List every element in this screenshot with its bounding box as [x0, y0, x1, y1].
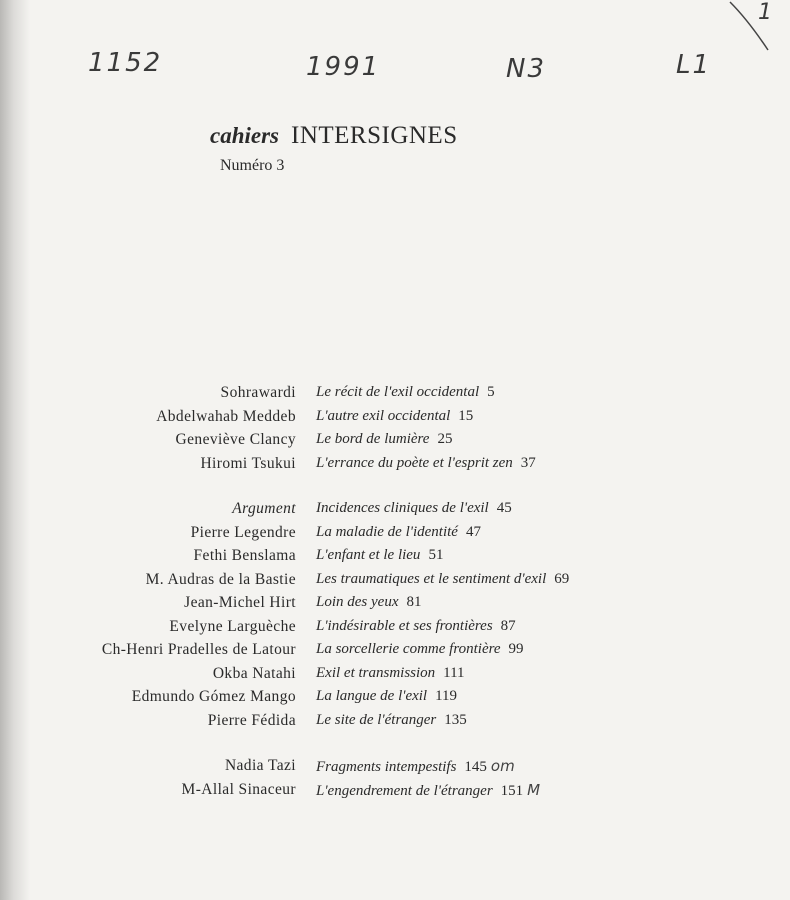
table-of-contents: [0, 384, 790, 804]
toc-author: M-Allal Sinaceur: [181, 780, 296, 798]
toc-title: Incidences cliniques de l'exil 45: [316, 500, 512, 516]
toc-entry: [0, 757, 790, 781]
toc-entry: [0, 688, 790, 712]
toc-entry: [0, 524, 790, 548]
toc-author: Jean-Michel Hirt: [184, 594, 296, 611]
toc-author: Ch-Henri Pradelles de Latour: [101, 641, 296, 658]
toc-author: Abdelwahab Meddeb: [156, 407, 296, 425]
toc-title: L'enfant et le lieu 51: [316, 547, 444, 563]
toc-page: 119: [435, 688, 458, 704]
toc-entry: [0, 665, 790, 689]
toc-title: La sorcellerie comme frontière 99: [316, 641, 524, 657]
handwritten-annotation: om: [490, 757, 515, 775]
toc-page: 51: [428, 547, 444, 563]
toc-title: Les traumatiques et le sentiment d'exil 69: [316, 570, 570, 587]
toc-page: 151: [500, 782, 524, 799]
toc-title: Exil et transmission 111: [316, 664, 465, 681]
toc-author: Fethi Benslama: [193, 547, 296, 564]
toc-title: Le bord de lumière 25: [316, 431, 453, 447]
toc-author: Edmundo Gómez Mango: [131, 688, 296, 705]
toc-title: L'autre exil occidental 15: [316, 407, 474, 424]
toc-page: 45: [496, 500, 512, 516]
handwritten-annotation: M: [527, 780, 541, 799]
toc-page: 25: [437, 431, 453, 447]
issue-number: Numéro 3: [220, 157, 285, 174]
toc-page: 69: [554, 570, 570, 587]
toc-page: 5: [487, 384, 495, 400]
toc-entry: [0, 455, 790, 479]
corner-pencil-stroke: [728, 0, 790, 60]
toc-page: 111: [443, 664, 465, 681]
toc-author: Geneviève Clancy: [175, 431, 296, 448]
toc-page: 47: [465, 523, 481, 540]
toc-page: 37: [520, 454, 536, 471]
toc-page: 145: [464, 759, 487, 775]
toc-page: 99: [508, 641, 524, 657]
toc-title: Loin des yeux 81: [316, 594, 422, 610]
toc-author: Pierre Legendre: [190, 523, 296, 541]
toc-author: Pierre Fédida: [207, 711, 296, 729]
toc-entry: [0, 641, 790, 665]
toc-author: Evelyne Larguèche: [169, 617, 296, 635]
toc-author: M. Audras de la Bastie: [145, 570, 296, 588]
toc-author: Okba Natahi: [212, 664, 296, 682]
toc-title: Fragments intempestifs 145 om: [316, 757, 515, 775]
handwritten-code-1: 1152: [88, 48, 163, 78]
handwritten-code-4: L1: [676, 50, 712, 80]
toc-author: Argument: [232, 500, 296, 517]
toc-entry: [0, 712, 790, 736]
toc-title: L'indésirable et ses frontières 87: [316, 617, 516, 634]
toc-author: Sohrawardi: [220, 384, 296, 401]
toc-title: L'errance du poète et l'esprit zen 37: [316, 454, 536, 471]
toc-entry: [0, 547, 790, 571]
toc-page: 81: [406, 594, 422, 610]
toc-author: Nadia Tazi: [224, 757, 296, 774]
handwritten-code-2: 1991: [306, 52, 381, 82]
toc-entry: [0, 571, 790, 595]
toc-title: Le site de l'étranger 135: [316, 711, 467, 728]
toc-page: 15: [458, 407, 474, 424]
handwritten-code-3: N3: [506, 54, 546, 84]
toc-entry: [0, 781, 790, 805]
toc-title: Le récit de l'exil occidental 5: [316, 384, 495, 400]
handwritten-corner-mark: 1: [758, 0, 774, 25]
toc-title: L'engendrement de l'étranger 151 M: [316, 780, 541, 799]
toc-entry: [0, 408, 790, 432]
toc-entry: [0, 618, 790, 642]
toc-author: Hiromi Tsukui: [200, 454, 296, 472]
toc-title: La langue de l'exil 119: [316, 688, 458, 704]
toc-page: 135: [444, 711, 467, 728]
journal-title: INTERSIGNES: [291, 122, 458, 149]
journal-header: [210, 122, 458, 150]
journal-brand-italic: cahiers: [210, 123, 279, 148]
toc-entry: [0, 431, 790, 455]
toc-entry: [0, 384, 790, 408]
toc-title: La maladie de l'identité 47: [316, 523, 481, 540]
toc-entry: [0, 594, 790, 618]
toc-page: 87: [500, 617, 516, 634]
toc-entry: [0, 500, 790, 524]
